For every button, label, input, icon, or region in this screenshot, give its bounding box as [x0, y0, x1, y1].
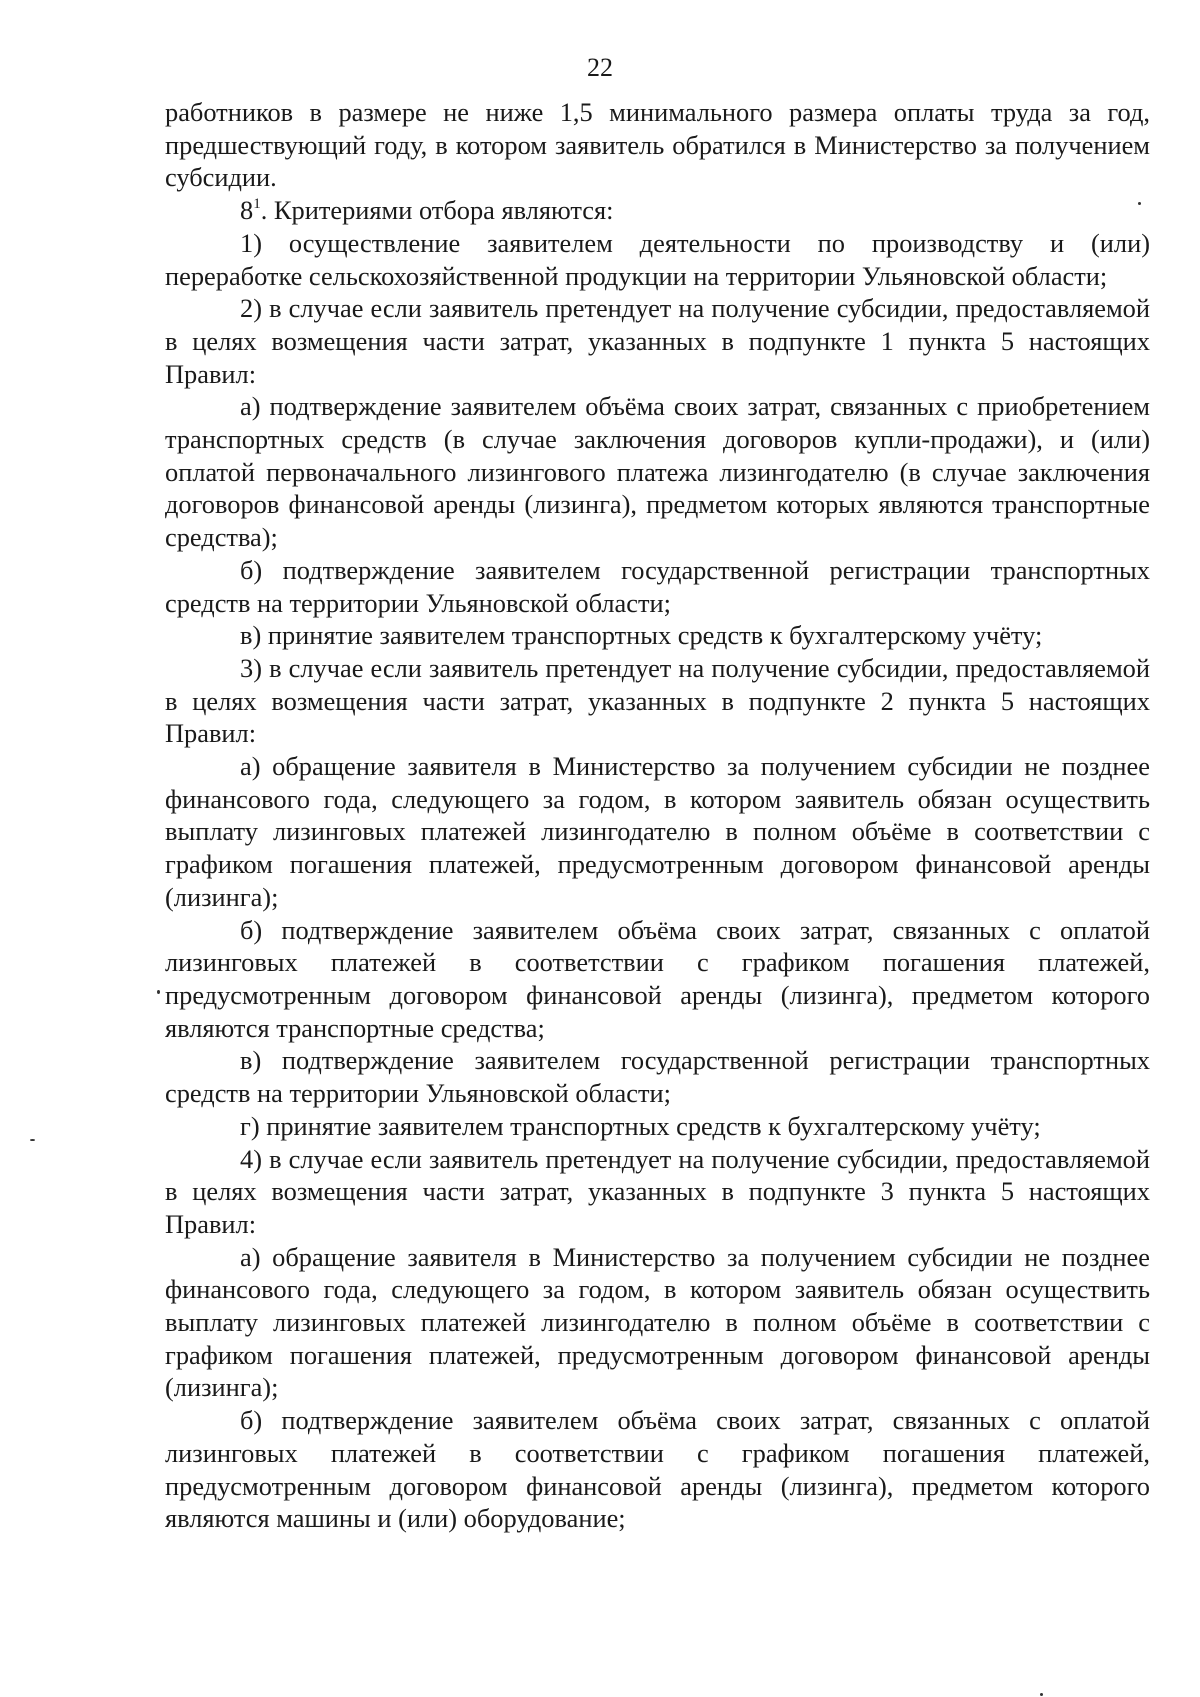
paragraph-item-3: 3) в случае если заявитель претендует на получение субсидии, предоставляемой в целях возмещения части затрат, указанных в подпункте 2 пункта 5 настоящих Правил: [165, 652, 1150, 749]
paragraph-item-2b: б) подтверждение заявителем государственной регистрации транспортных средств на территории Ульяновской области; [165, 554, 1150, 618]
scan-speck [1138, 202, 1141, 205]
scan-speck [30, 1139, 35, 1141]
clause-number: 8 [240, 195, 254, 226]
scan-speck [157, 990, 160, 994]
scan-speck [1040, 1693, 1043, 1696]
paragraph-criteria-heading [165, 194, 1150, 227]
clause-superscript: 1 [253, 196, 261, 213]
paragraph-continuation: работников в размере не ниже 1,5 минимального размера оплаты труда за год, предшествующий году, в котором заявитель обратился в Министерство за получением субсидии. [165, 97, 1150, 193]
paragraph-item-3g: г) принятие заявителем транспортных средств к бухгалтерскому учёту; [240, 1110, 1041, 1141]
paragraph-item-3v: в) подтверждение заявителем государственной регистрации транспортных средств на территории Ульяновской области; [165, 1045, 1150, 1109]
paragraph-item-1: 1) осуществление заявителем деятельности по производству и (или) переработке сельскохозяйственной продукции на территории Ульяновской области; [165, 227, 1150, 291]
paragraph-item-2: 2) в случае если заявитель претендует на получение субсидии, предоставляемой в целях возмещения части затрат, указанных в подпункте 1 пункта 5 настоящих Правил: [165, 293, 1150, 389]
page-number: 22 [587, 53, 613, 82]
document-body [165, 96, 1150, 1535]
paragraph-item-3b: б) подтверждение заявителем объёма своих затрат, связанных с оплатой лизинговых платежей в соответствии с графиком погашения платежей, предусмотренным договором финансовой аренды (лизинга), предметом которого являются транспортные средства; [165, 914, 1150, 1043]
paragraph-item-3a: а) обращение заявителя в Министерство за получением субсидии не позднее финансового года, следующего за годом, в котором заявитель обязан осуществить выплату лизинговых платежей лизингодателю в полном объёме в соответствии с графиком погашения платежей, предусмотренным договором финансовой аренды (лизинга); [165, 751, 1150, 912]
paragraph-item-4: 4) в случае если заявитель претендует на получение субсидии, предоставляемой в целях возмещения части затрат, указанных в подпункте 3 пункта 5 настоящих Правил: [165, 1143, 1150, 1239]
paragraph-item-4a: а) обращение заявителя в Министерство за получением субсидии не позднее финансового года, следующего за годом, в котором заявитель обязан осуществить выплату лизинговых платежей лизингодателю в полном объёме в соответствии с графиком погашения платежей, предусмотренным договором финансовой аренды (лизинга); [165, 1241, 1150, 1403]
paragraph-item-2a: а) подтверждение заявителем объёма своих затрат, связанных с приобретением транспортных средств (в случае заключения договоров купли-продажи), и (или) оплатой первоначального лизингового платежа лизингодателю (в случае заключения договоров финансовой аренды (лизинга), предметом которых являются транспортные средства); [165, 391, 1150, 553]
paragraph-item-2v: в) принятие заявителем транспортных средств к бухгалтерскому учёту; [240, 620, 1043, 651]
clause-text: . Критериями отбора являются: [260, 195, 614, 226]
paragraph-item-4b: б) подтверждение заявителем объёма своих затрат, связанных с оплатой лизинговых платежей в соответствии с графиком погашения платежей, предусмотренным договором финансовой аренды (лизинга), предметом которого являются машины и (или) оборудование; [165, 1405, 1150, 1534]
